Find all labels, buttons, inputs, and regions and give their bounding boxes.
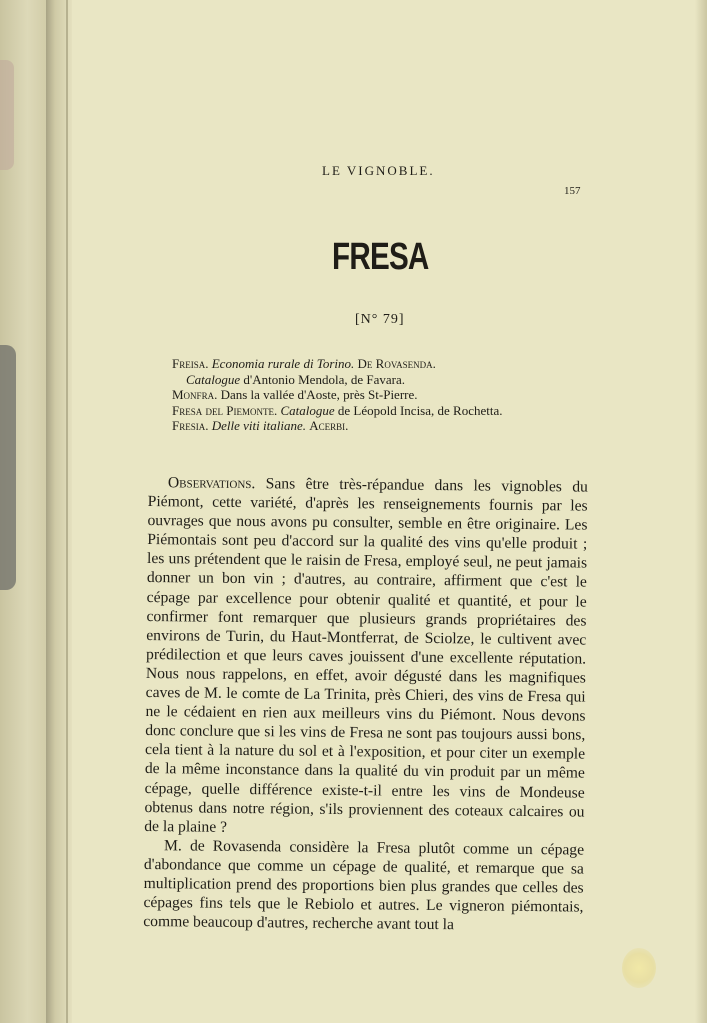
page-right-edge <box>695 0 707 1023</box>
synonym-author: Acerbi. <box>309 418 349 433</box>
synonym-entry <box>172 387 612 403</box>
running-head: LE VIGNOBLE. <box>322 163 435 178</box>
synonym-source: Catalogue <box>186 371 241 387</box>
book-page <box>72 0 695 1023</box>
variety-number: [N° 79] <box>355 312 405 327</box>
synonym-source: Economia rurale di Torino. <box>211 356 355 371</box>
synonym-author: Dans la vallée d'Aoste, près St-Pierre. <box>220 387 418 402</box>
facing-page-smudge <box>0 60 14 170</box>
synonym-source: Catalogue <box>280 402 335 418</box>
synonym-source: Delle viti italiane. <box>211 418 306 433</box>
gutter-fold-line <box>66 0 68 1023</box>
synonym-name: Fresia. <box>172 418 209 433</box>
observations-lead: Observations. <box>167 474 256 493</box>
body-paragraph <box>143 836 584 936</box>
observations-text <box>143 473 588 936</box>
synonym-author: d'Antonio Mendola, de Favara. <box>243 371 405 387</box>
facing-page-shadow <box>0 345 16 590</box>
synonym-entry <box>172 356 612 372</box>
synonym-author: de Léopold Incisa, de Rochetta. <box>337 402 503 418</box>
synonym-list <box>172 356 612 434</box>
page-number: 157 <box>564 185 581 197</box>
synonym-author: De Rovasenda. <box>357 356 436 371</box>
synonym-entry <box>172 403 612 419</box>
page-title: FRESA <box>332 236 429 278</box>
synonym-name: Freisa. <box>172 356 209 371</box>
paragraph-text: M. de Rovasenda considère la Fresa plutôt comme un cépage d'abondance que comme un cépage de qualité, et remarque que sa multiplication prend des proportions bien plus grandes que celles des cépages fins tels que le Rebiolo et autres. Le vigneron piémontais, comme beaucoup d'autres, recherche avant tout la <box>143 836 585 934</box>
synonym-entry <box>172 418 612 434</box>
body-paragraph <box>144 473 588 840</box>
synonym-name: Monfra. <box>172 387 218 402</box>
synonym-entry <box>172 372 612 388</box>
paragraph-text: Sans être très-répandue dans les vignobles du Piémont, cette variété, d'après les renseignements fournis par les ouvrages que nous avons pu consulter, semble en être originaire. Les Piémontais sont peu d'accord sur la qualité des vins qu'elle produit ; les uns prétendent que le raisin de Fresa, employé seul, ne peut jamais donner un bon vin ; d'autres, au contraire, affirment que c'est le cépage par excellence pour obtenir qualité et quantité, et pour le confirmer font remarquer que plusieurs grands propriétaires des environs de Turin, du Haut-Montferrat, de Sciolze, le cultivent avec prédilection et que leurs caves jouissent d'une excellente réputation. Nous nous rappelons, en effet, avoir dégusté dans les magnifiques caves de M. le comte de La Trinita, près Chieri, des vins de Fresa qui ne le cédaient en rien aux meilleurs vins du Piémont. Nous devons donc conclure que si les vins de Fresa ne sont pas toujours aussi bons, cela tient à la nature du sol et à l'exposition, et pour citer un exemple de la même inconstance dans la qualité du vin produit par un même cépage, quelle différence existe-t-il entre les vins de Mondeuse obtenus dans notre région, s'ils proviennent des coteaux calcaires ou de la plaine ? <box>144 475 588 836</box>
book-gutter <box>46 0 72 1023</box>
synonym-name: Fresa del Piemonte. <box>172 402 278 418</box>
